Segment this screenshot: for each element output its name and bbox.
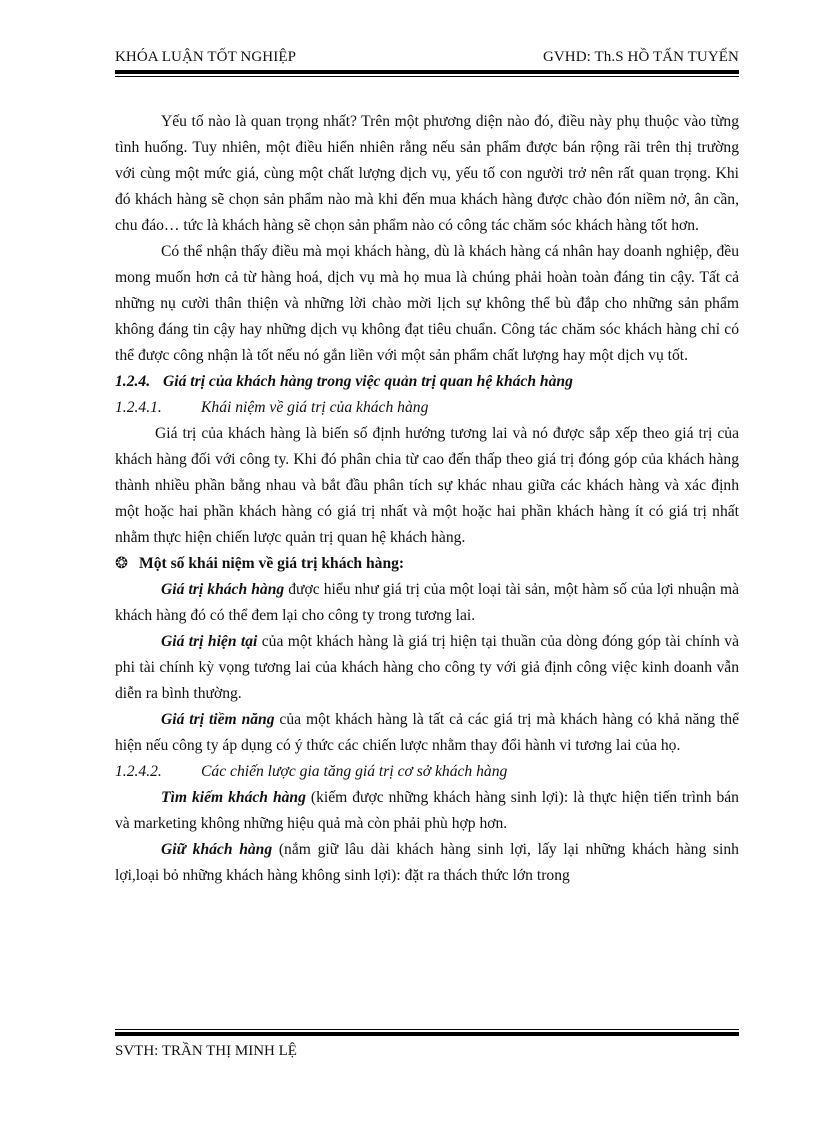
footer-rule	[115, 1029, 739, 1036]
page-header	[115, 49, 739, 66]
paragraph: Yếu tố nào là quan trọng nhất? Trên một phương diện nào đó, điều này phụ thuộc vào từng tình huống. Tuy nhiên, một điều hiển nhiên rằng nếu sản phẩm được bán rộng rãi trên thị trường với cùng một mức giá, cùng một chất lượng dịch vụ, yếu tố con người trở nên rất quan trọng. Khi đó khách hàng sẽ chọn sản phẩm nào mà khi đến mua khách hàng được chào đón niềm nở, ân cần, chu đáo… tức là khách hàng sẽ chọn sản phẩm nào có công tác chăm sóc khách hàng tốt hơn.	[115, 113, 739, 234]
subsection-number: 1.2.4.1.	[115, 399, 162, 416]
definition-text: của một khách hàng là giá trị hiện tại thuần của dòng đóng góp tài chính và phi tài chính kỳ vọng tương lai của khách hàng cho công ty với giả định công việc kinh doanh vẫn diễn ra bình thường.	[115, 633, 739, 702]
subsection-number: 1.2.4.2.	[115, 763, 162, 780]
definition-term: Giá trị hiện tại	[161, 633, 258, 650]
subsection-heading	[115, 759, 739, 785]
definition-text: được hiểu như giá trị của một loại tài sản, một hàm số của lợi nhuận mà khách hàng đó có thể đem lại cho công ty trong tương lai.	[115, 581, 739, 624]
definition-paragraph	[115, 707, 739, 759]
bullet-icon: ❂	[115, 555, 129, 572]
definition-paragraph	[115, 837, 739, 889]
bullet-title: Một số khái niệm về giá trị khách hàng:	[139, 555, 405, 572]
paragraph: Có thể nhận thấy điều mà mọi khách hàng, dù là khách hàng cá nhân hay doanh nghiệp, đều mong muốn hơn cả từ hàng hoá, dịch vụ mà họ mua là chúng phải hoàn toàn đáng tin cậy. Tất cả những nụ cười thân thiện và những lời chào mời lịch sự không thể bù đắp cho những sản phẩm không đáng tin cậy hay những dịch vụ không đạt tiêu chuẩn. Công tác chăm sóc khách hàng chỉ có thể được công nhận là tốt nếu nó gắn liền với một sản phẩm chất lượng hay một dịch vụ tốt.	[115, 243, 739, 364]
definition-text: của một khách hàng là tất cả các giá trị mà khách hàng có khả năng thể hiện nếu công ty áp dụng có ý thức các chiến lược nhằm thay đổi hành vi tương lai của họ.	[115, 711, 739, 754]
definition-term: Tìm kiếm khách hàng	[161, 789, 306, 806]
subsection-title: Các chiến lược gia tăng giá trị cơ sở khách hàng	[201, 763, 508, 780]
header-advisor-label: GVHD: Th.S HỒ TẤN TUYẾN	[542, 49, 739, 65]
paragraph: Giá trị của khách hàng là biến số định hướng tương lai và nó được sắp xếp theo giá trị của khách hàng đối với công ty. Khi đó phân chia từ cao đến thấp theo giá trị đóng góp của khách hàng thành nhiều phần bằng nhau và bắt đầu phân tích sự khác nhau giữa các khách hàng và xác định một hoặc hai phần khách hàng có giá trị nhất và một hoặc hai phần khách hàng ít có giá trị nhất nhằm thực hiện chiến lược quản trị quan hệ khách hàng.	[115, 425, 739, 546]
subsection-title: Khái niệm về giá trị của khách hàng	[201, 399, 429, 416]
definition-term: Giá trị khách hàng	[161, 581, 285, 598]
definition-text: (nắm giữ lâu dài khách hàng sinh lợi, lấy lại những khách hàng sinh lợi,loại bỏ những khách hàng không sinh lợi): đặt ra thách thức lớn trong	[115, 841, 739, 884]
definition-paragraph	[115, 577, 739, 629]
footer-student-label: SVTH: TRẦN THỊ MINH LỆ	[115, 1043, 297, 1059]
definition-paragraph	[115, 785, 739, 837]
section-number: 1.2.4.	[115, 373, 151, 390]
definition-text: (kiếm được những khách hàng sinh lợi): là thực hiện tiến trình bán và marketing không những hiệu quả mà còn phải phù hợp hơn.	[115, 789, 739, 832]
header-rule	[115, 70, 739, 77]
section-title: Giá trị của khách hàng trong việc quản trị quan hệ khách hàng	[163, 373, 573, 390]
header-thesis-label: KHÓA LUẬN TỐT NGHIỆP	[115, 49, 297, 65]
document-body	[115, 109, 739, 889]
definition-paragraph	[115, 629, 739, 707]
definition-term: Giá trị tiềm năng	[161, 711, 275, 728]
bullet-heading	[115, 551, 739, 577]
subsection-heading	[115, 395, 739, 421]
definition-term: Giữ khách hàng	[161, 841, 273, 858]
page-footer	[115, 1043, 297, 1060]
section-heading	[115, 369, 739, 395]
